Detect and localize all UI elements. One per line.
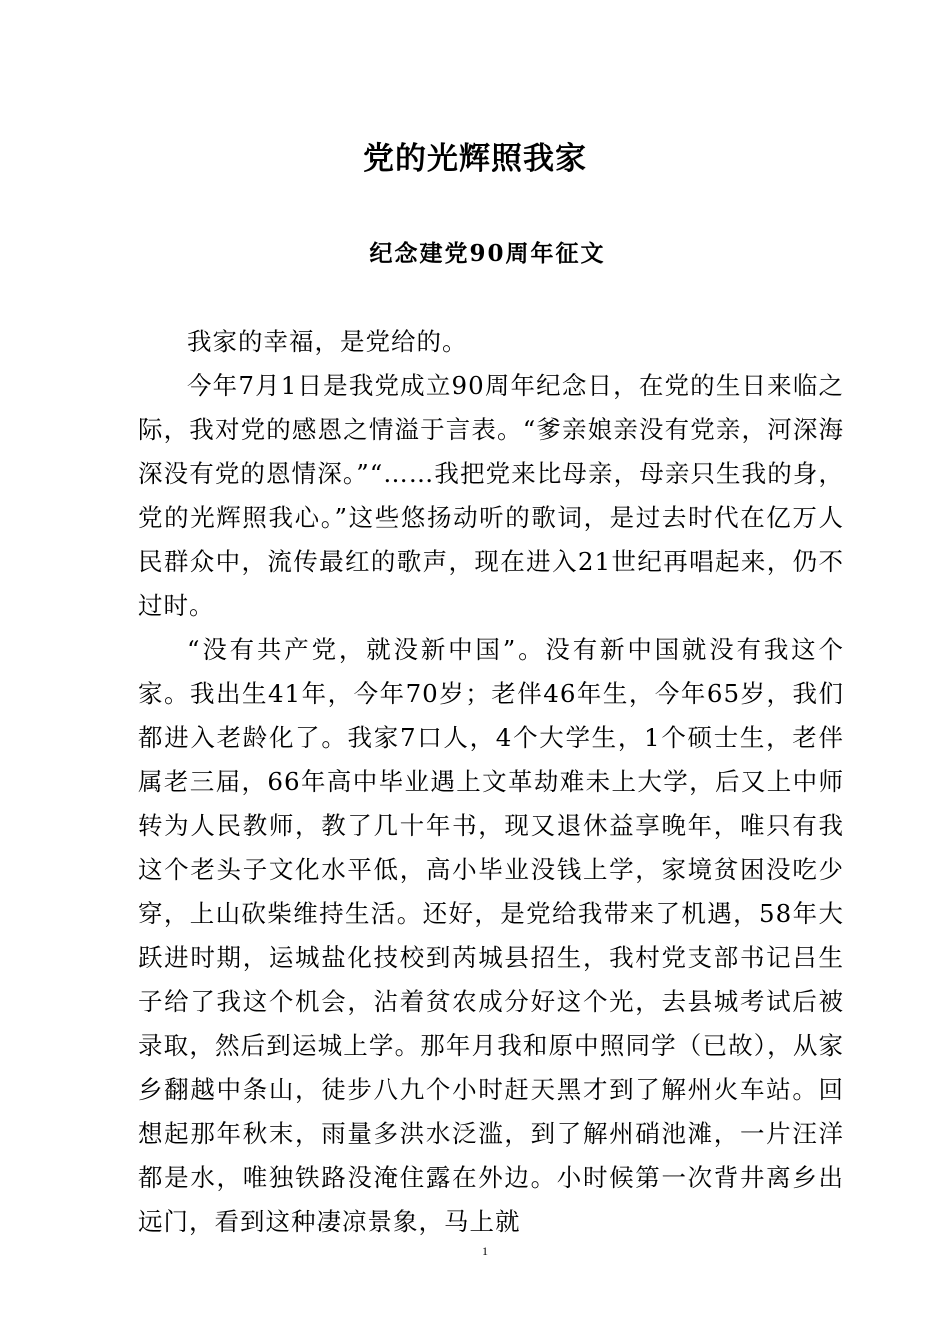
document-title: 党的光辉照我家	[363, 141, 587, 177]
body-paragraph: 今年7月1日是我党成立90周年纪念日，在党的生日来临之际，我对党的感恩之情溢于言表。“爹亲娘亲没有党亲，河深海深没有党的恩情深。”“……我把党来比母亲，母亲只生我的身，党的光辉照我心。”这些悠扬动听的歌词，是过去时代在亿万人民群众中，流传最红的歌声，现在进入21世纪再唱起来，仍不过时。	[138, 371, 844, 620]
document-subtitle: 纪念建党90周年征文	[369, 240, 606, 267]
body-paragraph: “没有共产党，就没新中国”。没有新中国就没有我这个家。我出生41年，今年70岁；老伴46年生，今年65岁，我们都进入老龄化了。我家7口人，4个大学生，1个硕士生，老伴属老三届，66年高中毕业遇上文革劫难未上大学，后又上中师转为人民教师，教了几十年书，现又退休益享晚年，唯只有我这个老头子文化水平低，高小毕业没钱上学，家境贫困没吃少穿，上山砍柴维持生活。还好，是党给我带来了机遇，58年大跃进时期，运城盐化技校到芮城县招生，我村党支部书记吕生子给了我这个机会，沾着贫农成分好这个光，去县城考试后被录取，然后到运城上学。那年月我和原中照同学（已故），从家乡翻越中条山，徒步八九个小时赶天黑才到了解州火车站。回想起那年秋末，雨量多洪水泛滥，到了解州硝池滩，一片汪洋都是水，唯独铁路没淹住露在外边。小时候第一次背井离乡出远门，看到这种凄凉景象，马上就	[138, 635, 844, 1236]
page-number: 1	[482, 1244, 488, 1258]
document-body	[138, 320, 844, 1244]
body-paragraph: 我家的幸福，是党给的。	[187, 327, 468, 356]
